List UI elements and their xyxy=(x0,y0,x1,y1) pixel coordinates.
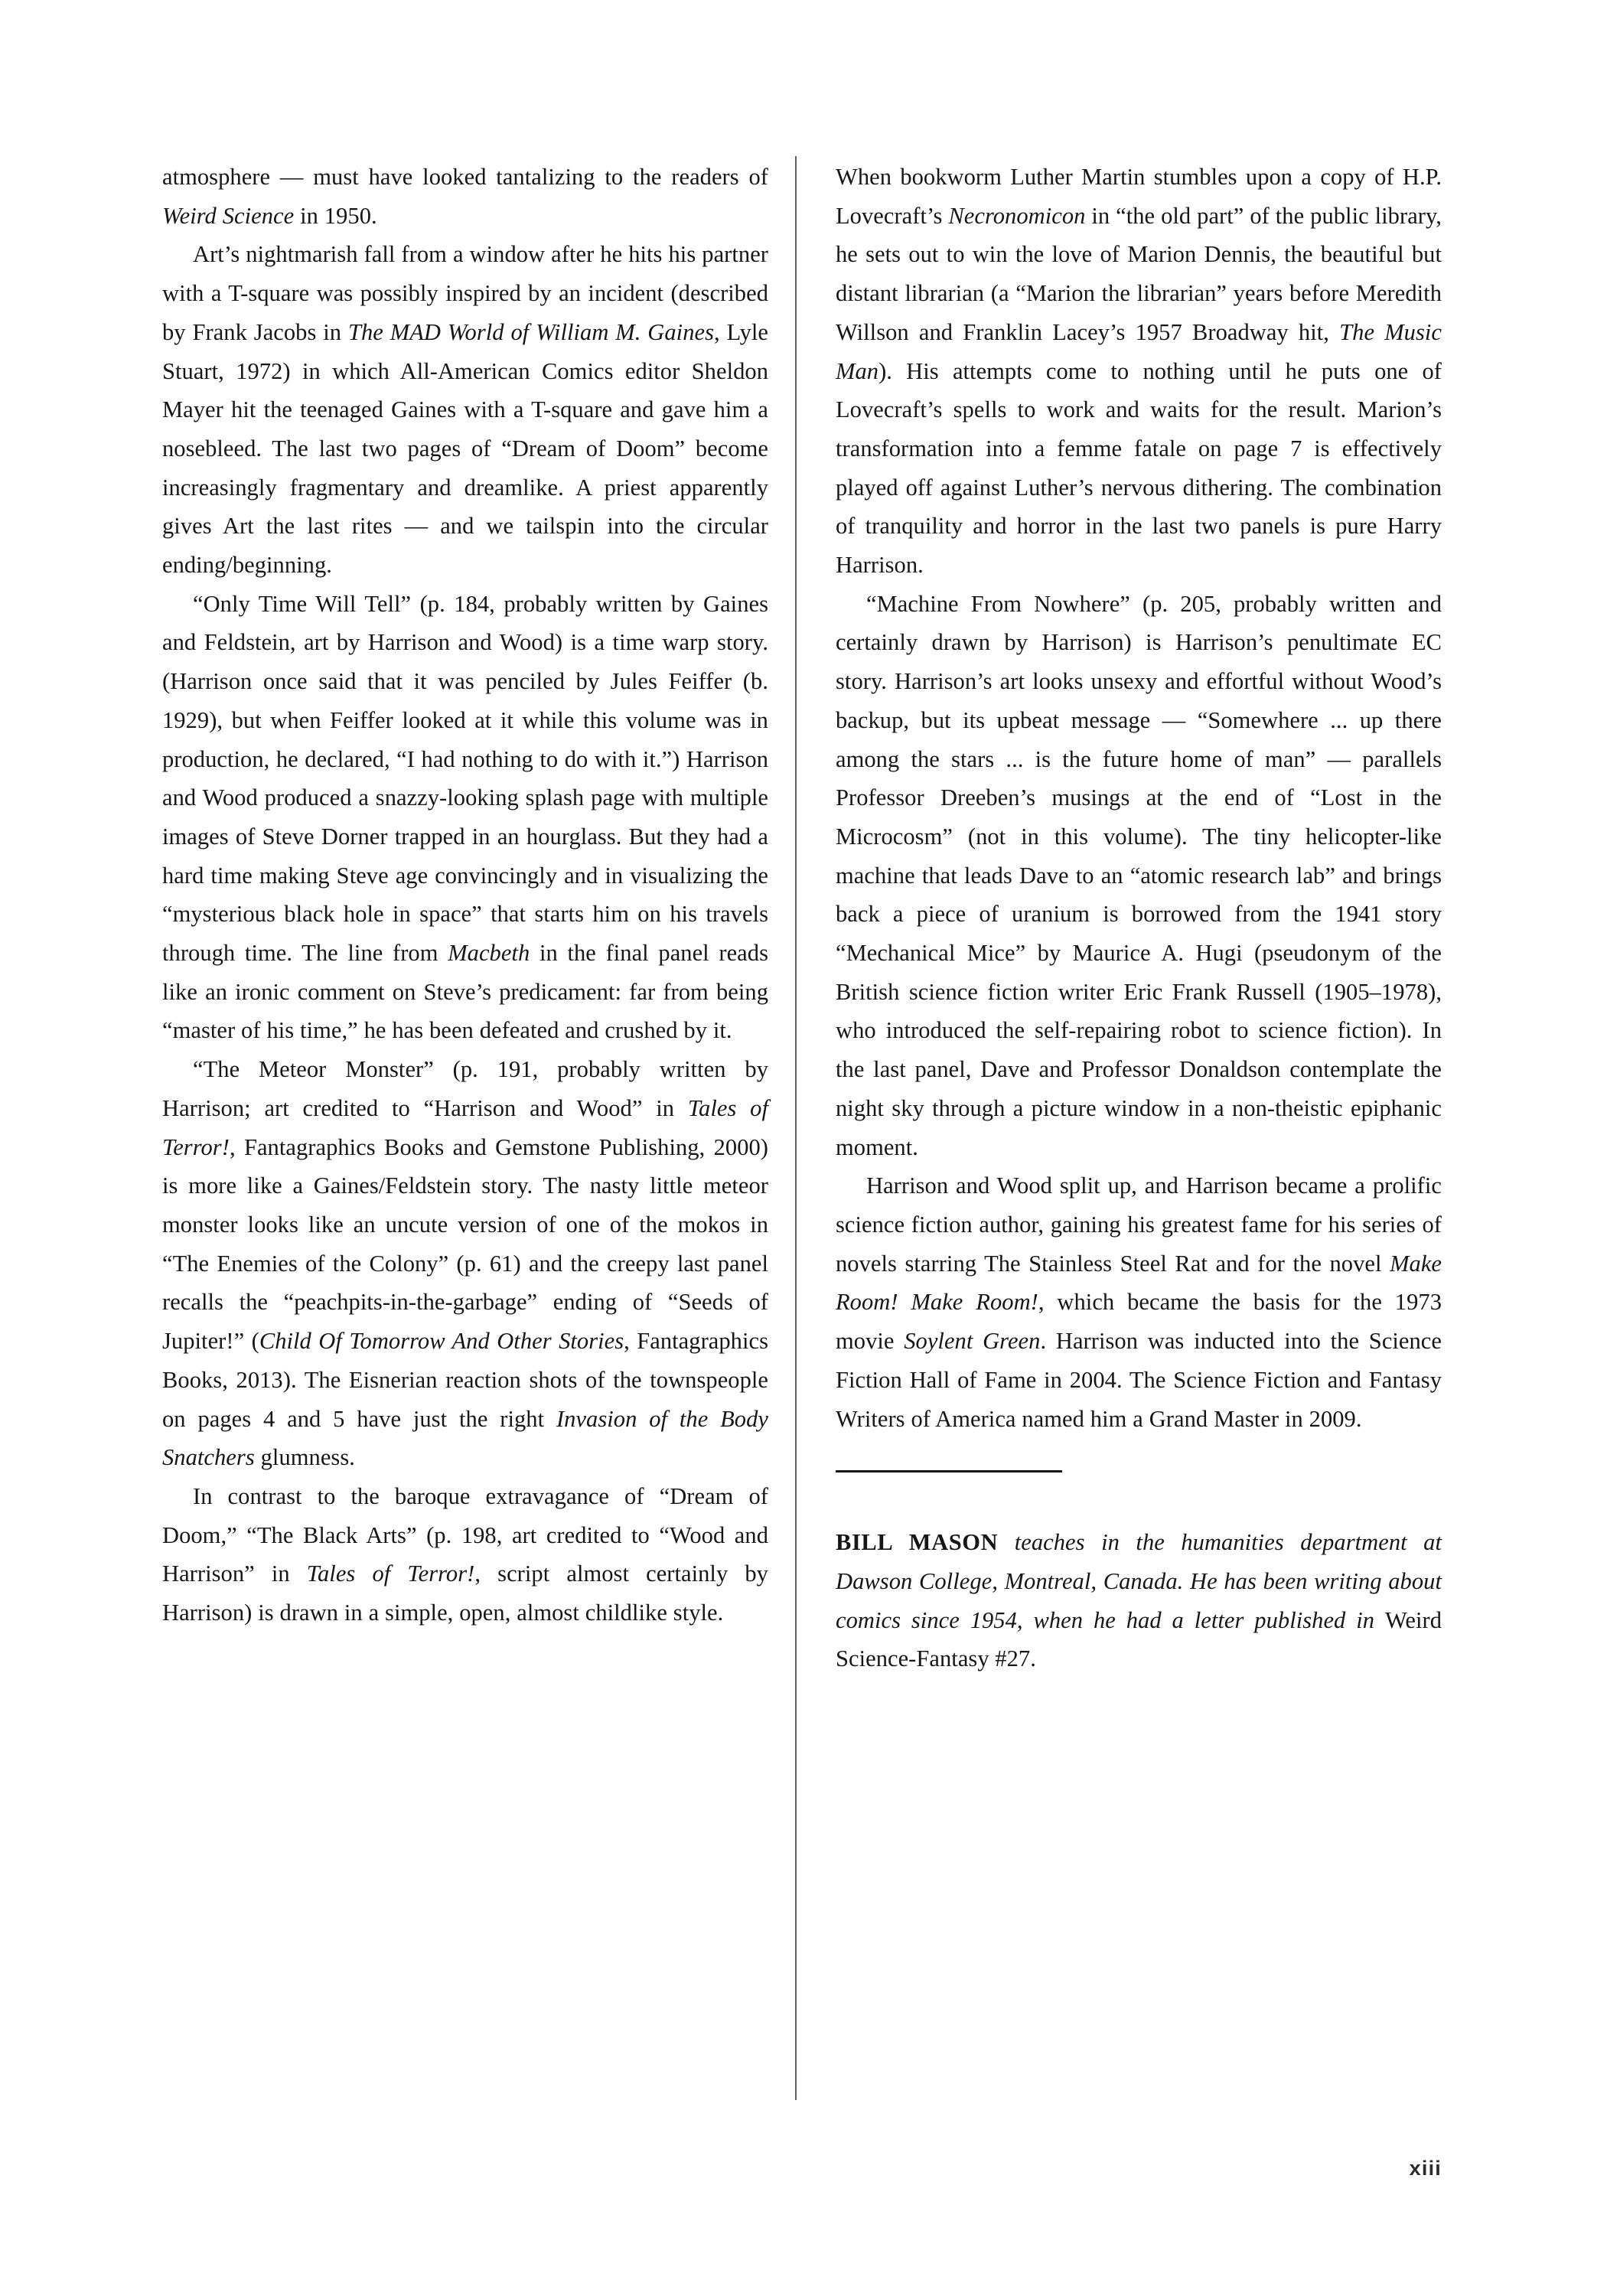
paragraph-p-harrison-and-wood-split xyxy=(836,1166,1442,1438)
author-name: BILL MASON xyxy=(836,1529,999,1556)
left-text-column xyxy=(162,158,768,1632)
paragraph-p-only-time-will-tell xyxy=(162,585,768,1050)
italic-run: Tales of Terror! xyxy=(306,1561,475,1587)
text-run: “Machine From Nowhere” (p. 205, probably written and certainly drawn by Harrison) is Harrison’s penultimate EC story. Harrison’s art looks unsexy and effortful without Wood’s backup, but its upbeat message — “Somewhere ... up there among the stars ... is the future home of man” — parallels Professor Dreeben’s musings at the end of “Lost in the Microcosm” (not in this volume). The tiny helicopter-like machine that leads Dave to an “atomic research lab” and brings back a piece of uranium is borrowed from the 1941 story “Mechanical Mice” by Maurice A. Hugi (pseudonym of the British science fiction writer Eric Frank Russell (1905–1978), who introduced the self-repairing robot to science fiction). In the last panel, Dave and Professor Donaldson contemplate the night sky through a picture window in a non-theistic epiphanic moment. xyxy=(836,590,1442,1160)
text-run: glumness. xyxy=(254,1444,355,1471)
text-run: “Only Time Will Tell” (p. 184, probably written by Gaines and Feldstein, art by Harrison and Wood) is a time warp story. (Harrison once said that it was penciled by Jules Feiffer (b. 1929), but when Feiffer looked at it while this volume was in production, he declared, “I had nothing to do with it.”) Harrison and Wood produced a snazzy-looking splash page with multiple images of Steve Dorner trapped in an hourglass. But they had a hard time making Steve age convincingly and in visualizing the “mysterious black hole in space” that starts him on his travels through time. The line from xyxy=(162,590,768,967)
text-run: “The Meteor Monster” (p. 191, probably written by Harrison; art credited to “Harrison and Wood” in xyxy=(162,1056,768,1121)
text-run: in 1950. xyxy=(294,202,377,229)
italic-run: Invasion of the Body Snatchers xyxy=(162,1405,768,1471)
text-run: in the final panel reads like an ironic comment on Steve’s predicament: far from being “master of his time,” he has been defeated and crushed by it. xyxy=(162,940,768,1044)
paragraph-p-the-meteor-monster xyxy=(162,1050,768,1477)
paragraph-p-atmosphere xyxy=(162,158,768,235)
text-run: ). His attempts come to nothing until he puts one of Lovecraft’s spells to work and waits for the result. Marion’s transformation into a femme fatale on page 7 is effectively played off against Luther’s nervous dithering. The combination of tranquility and horror in the last two panels is pure Harry Harrison. xyxy=(836,357,1442,579)
italic-run: Tales of Terror! xyxy=(162,1094,768,1160)
paragraph-p-arts-nightmarish-fall xyxy=(162,235,768,584)
author-bio-block xyxy=(836,1470,1442,1678)
text-run: Art’s nightmarish fall from a window after he hits his partner with a T-square was possibly inspired by an incident (described by Frank Jacobs in xyxy=(162,241,768,345)
text-run: atmosphere — must have looked tantalizing to the readers of xyxy=(162,164,768,190)
text-run: , Fantagraphics Books, 2013). The Eisnerian reaction shots of the townspeople on pages 4 and 5 have just the right xyxy=(162,1328,768,1432)
paragraph-p-in-contrast xyxy=(162,1477,768,1632)
text-run: , Fantagraphics Books and Gemstone Publishing, 2000) is more like a Gaines/Feldstein story. The nasty little meteor monster looks like an uncute version of one of the mokos in “The Enemies of the Colony” (p. 61) and the creepy last panel recalls the “peachpits-in-the-garbage” ending of “Seeds of Jupiter!” ( xyxy=(162,1133,768,1355)
text-run: , script almost certainly by Harrison) is drawn in a simple, open, almost childlike style. xyxy=(162,1561,768,1626)
two-column-text-body xyxy=(162,158,1442,2071)
italic-run: The MAD World of William M. Gaines xyxy=(347,318,715,345)
author-bio-divider xyxy=(836,1470,1062,1473)
italic-run: Weird Science xyxy=(162,202,295,229)
right-text-column xyxy=(836,158,1442,1678)
text-run: When bookworm Luther Martin stumbles upon a copy of H.P. Lovecraft’s xyxy=(836,164,1442,229)
text-run: Harrison and Wood split up, and Harrison became a prolific science fiction author, gaining his greatest fame for his series of novels starring The Stainless Steel Rat and for the novel xyxy=(836,1172,1442,1277)
paragraph-p-machine-from-nowhere xyxy=(836,585,1442,1167)
text-run: In contrast to the baroque extravagance of “Dream of Doom,” “The Black Arts” (p. 198, art credited to “Wood and Harrison” in xyxy=(162,1482,768,1587)
text-run: , which became the basis for the 1973 movie xyxy=(836,1289,1442,1355)
paragraph-p-when-bookworm xyxy=(836,158,1442,585)
text-run: , Lyle Stuart, 1972) in which All-American Comics editor Sheldon Mayer hit the teenaged Gaines with a T-square and gave him a nosebleed. The last two pages of “Dream of Doom” become increasingly fragmentary and dreamlike. A priest apparently gives Art the last rites — and we tailspin into the circular ending/beginning. xyxy=(162,318,768,579)
bio-italic-run: teaches in the humanities department at Dawson College, Montreal, Canada. He has been writing about comics since 1954, when he had a letter published in xyxy=(836,1529,1442,1633)
italic-run: Soylent Green xyxy=(904,1328,1041,1355)
author-bio-text xyxy=(836,1523,1442,1678)
italic-run: Make Room! Make Room! xyxy=(836,1250,1442,1316)
italic-run: Necronomicon xyxy=(948,202,1086,229)
italic-run: The Music Man xyxy=(836,318,1442,384)
text-run: . Harrison was inducted into the Science Fiction Hall of Fame in 2004. The Science Fiction and Fantasy Writers of America named him a Grand Master in 2009. xyxy=(836,1328,1442,1432)
italic-run: Child Of Tomorrow And Other Stories xyxy=(259,1328,624,1355)
text-run: in “the old part” of the public library, he sets out to win the love of Marion Dennis, the beautiful but distant librarian (a “Marion the librarian” years before Meredith Willson and Franklin Lacey’s 1957 Broadway hit, xyxy=(836,202,1442,345)
page-folio: xiii xyxy=(1409,2157,1442,2180)
bio-roman-run: Weird Science-Fantasy #27. xyxy=(836,1606,1442,1672)
italic-run: Macbeth xyxy=(448,940,530,967)
